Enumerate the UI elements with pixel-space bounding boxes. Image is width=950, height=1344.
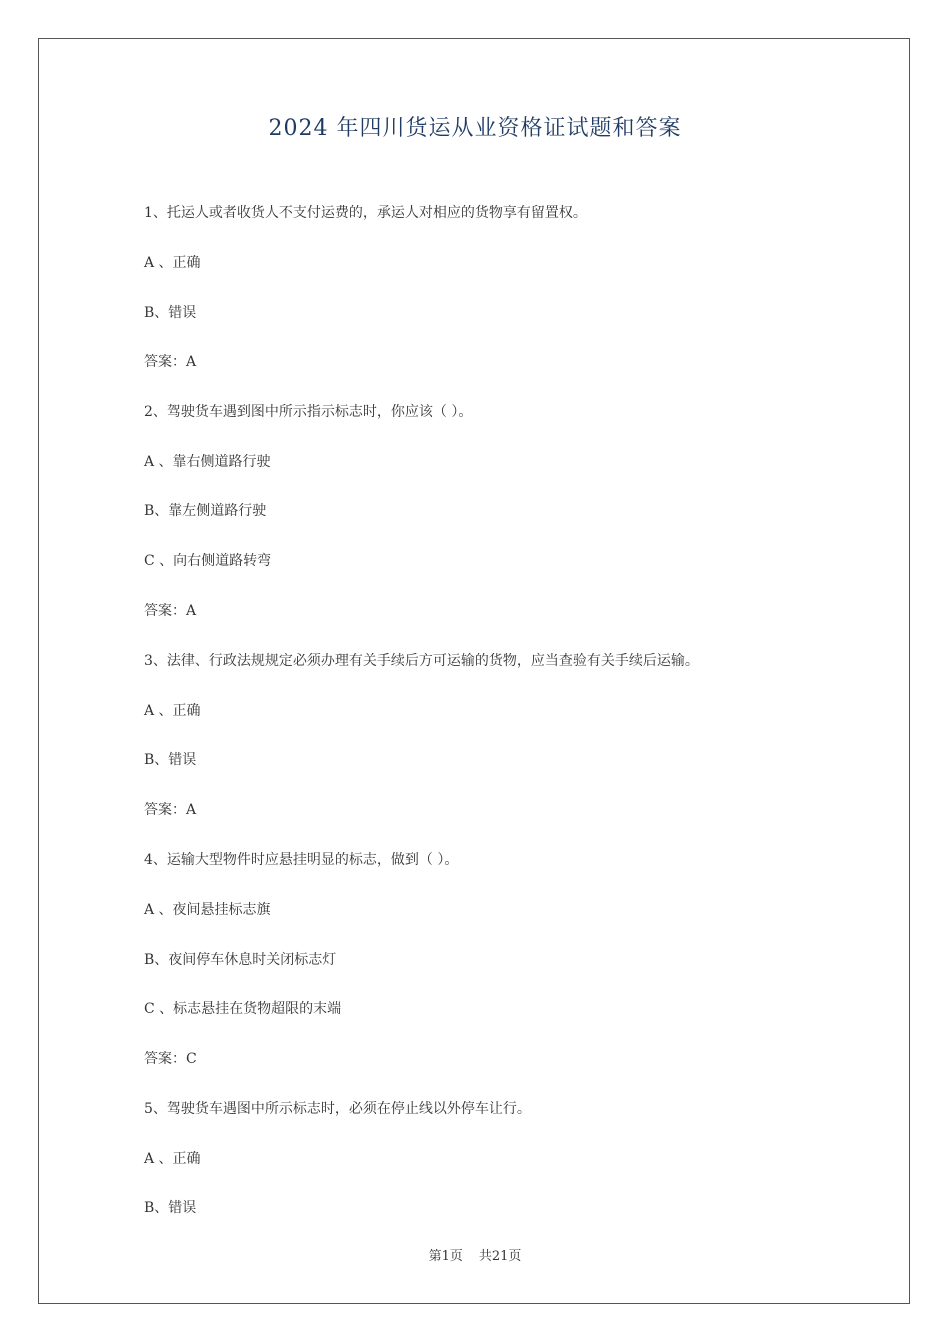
question-5-option-b: B、错误 <box>144 1200 197 1216</box>
question-2-answer: 答案：A <box>144 603 197 619</box>
document-title: 2024 年四川货运从业资格证试题和答案 <box>268 116 682 141</box>
question-1-text: 1、托运人或者收货人不支付运费的，承运人对相应的货物享有留置权。 <box>144 205 587 221</box>
page-total: 共21页 <box>478 1249 522 1264</box>
question-4-option-a: A 、夜间悬挂标志旗 <box>144 902 271 918</box>
question-2-text: 2、驾驶货车遇到图中所示指示标志时，你应该（ ）。 <box>144 404 473 420</box>
question-4-option-b: B、夜间停车休息时关闭标志灯 <box>144 952 337 968</box>
question-1-answer: 答案：A <box>144 354 197 370</box>
page-number: 第1页 <box>428 1249 463 1264</box>
question-3-option-b: B、错误 <box>144 752 197 768</box>
question-4-answer: 答案：C <box>144 1051 197 1067</box>
page-footer <box>0 1248 950 1266</box>
question-3-answer: 答案：A <box>144 802 197 818</box>
question-1-option-b: B、错误 <box>144 305 197 321</box>
question-3-option-a: A 、正确 <box>144 703 201 719</box>
question-5-text: 5、驾驶货车遇图中所示标志时，必须在停止线以外停车让行。 <box>144 1101 531 1117</box>
question-2-option-c: C 、向右侧道路转弯 <box>144 553 272 569</box>
question-2-option-b: B、靠左侧道路行驶 <box>144 503 267 519</box>
question-4-text: 4、运输大型物件时应悬挂明显的标志，做到（ ）。 <box>144 852 459 868</box>
question-3-text: 3、法律、行政法规规定必须办理有关手续后方可运输的货物，应当查验有关手续后运输。 <box>144 653 699 669</box>
question-4-option-c: C 、标志悬挂在货物超限的末端 <box>144 1001 342 1017</box>
question-1-option-a: A 、正确 <box>144 255 201 271</box>
question-2-option-a: A 、靠右侧道路行驶 <box>144 454 271 470</box>
question-5-option-a: A 、正确 <box>144 1151 201 1167</box>
